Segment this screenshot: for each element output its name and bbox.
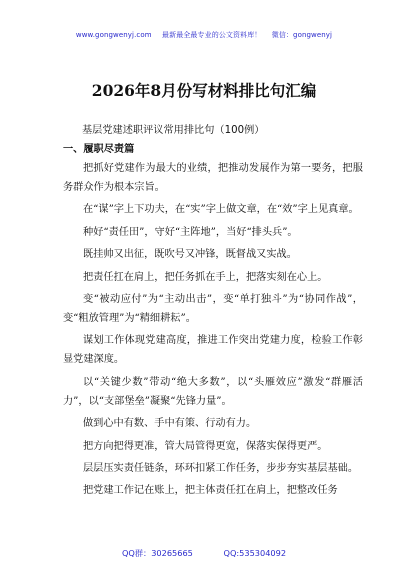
paragraph: 谋划工作体现党建高度，推进工作突出党建力度，检验工作彰显党建深度。: [63, 335, 363, 366]
paragraph: 以“关键少数”带动“绝大多数”，以“头雁效应”激发“群雁活力”，以“支部堡垒”凝聚“先锋力量”。: [63, 376, 363, 407]
paragraph: 层层压实责任链条，环环扣紧工作任务，步步夯实基层基础。: [83, 462, 359, 474]
paragraph: 把责任扛在肩上，把任务抓在手上，把落实刻在心上。: [83, 271, 328, 283]
section-heading: 一、履职尽责篇: [63, 144, 135, 155]
document-title: 2026年8月份写材料排比句汇编: [91, 81, 317, 100]
paragraph: 把抓好党建作为最大的业绩，把推动发展作为第一要务，把服务群众作为根本宗旨。: [63, 163, 363, 193]
paragraph: 把党建工作记在账上，把主体责任扛在肩上，把整改任务: [83, 485, 338, 497]
paragraph: 把方向把得更准，管大局管得更宽，保落实保得更严。: [83, 440, 328, 452]
header-wechat: 微信：gongwenyj: [271, 31, 333, 39]
header-slogan: 最新最全最专业的公文资料库！: [162, 31, 262, 39]
footer-qq: QQ:535304092: [223, 548, 287, 558]
document-body: [63, 121, 363, 504]
footer-qq-group: QQ群：30265665: [121, 548, 193, 558]
footer-contact: [0, 548, 408, 559]
paragraph: 在“谋”字上下功夫，在“实”字上做文章，在“效”字上见真章。: [83, 204, 359, 216]
paragraph: 既挂帅又出征，既吹号又冲锋，既督战又实战。: [83, 249, 297, 261]
header-website-link[interactable]: www.gongwenyj.com: [75, 31, 152, 39]
paragraph: 种好“责任田”，守好“主阵地”，当好“排头兵”。: [83, 226, 298, 238]
document-subtitle: 基层党建述职评议常用排比句（100例）: [82, 125, 265, 136]
paragraph: 变“被动应付”为“主动出击”，变“单打独斗”为“协同作战”，变“粗放管理”为“精细耕耘”。: [63, 293, 363, 324]
paragraph: 做到心中有数、手中有策、行动有力。: [83, 418, 257, 430]
header-banner: [0, 30, 408, 40]
